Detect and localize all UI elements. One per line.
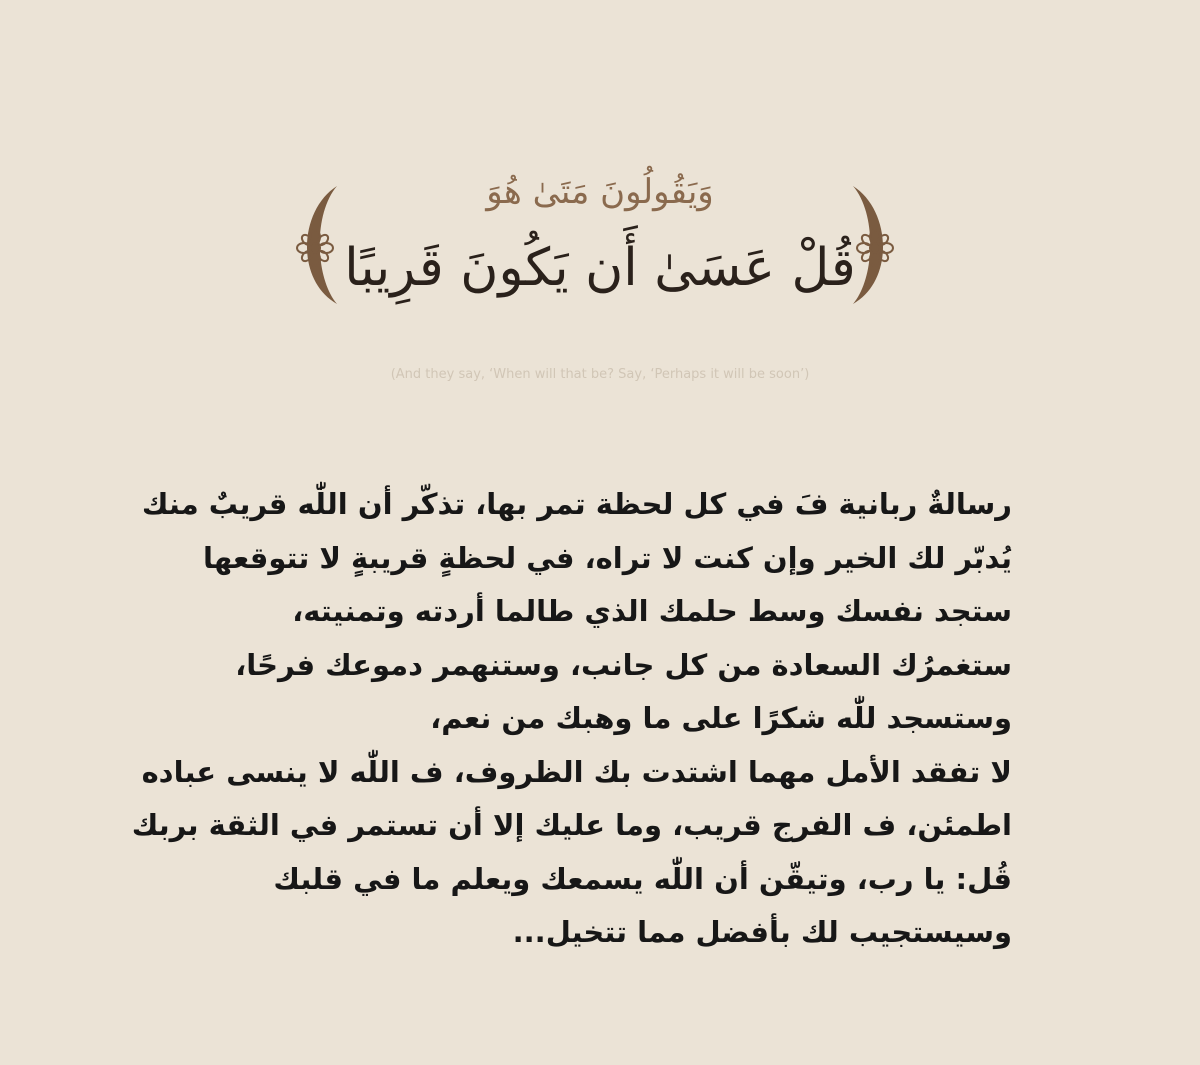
message-line: يُدبّر لك الخير وإن كنت لا تراه، في لحظةٍ قريبةٍ لا تتوقعها: [202, 540, 1012, 575]
message-line: رسالةٌ ربانية فَ في كل لحظة تمر بها، تذكّر أن اللّٰه قريبٌ منك: [141, 487, 1012, 521]
message-line: وستسجد للّٰه شكرًا على ما وهبك من نعم،: [430, 701, 1012, 735]
message-line: لا تفقد الأمل مهما اشتدت بك الظروف، ف اللّٰه لا ينسى عباده: [141, 754, 1012, 789]
verse-line-2: قُلْ عَسَىٰ أَن يَكُونَ قَرِيبًا: [344, 238, 856, 298]
message-line: ستغمرُك السعادة من كل جانب، وستنهمر دموعك فرحًا،: [235, 647, 1012, 682]
verse-translation: (And they say, ‘When will that be? Say, ‘Perhaps it will be soon’): [390, 367, 810, 382]
message-body: [131, 478, 1012, 960]
verse-line-1: وَيَقُولُونَ مَتَىٰ هُوَ: [486, 172, 714, 212]
message-line: قُل: يا رب، وتيقّن أن اللّٰه يسمعك ويعلم ما في قلبك: [273, 861, 1012, 896]
message-line: ستجد نفسك وسط حلمك الذي طالما أردته وتمنيته،: [292, 594, 1012, 628]
message-line: وسيستجيب لك بأفضل مما تتخيل...: [512, 915, 1012, 949]
verse-header: [0, 160, 1200, 330]
message-line: اطمئن، ف الفرج قريب، وما عليك إلا أن تستمر في الثقة بربك: [131, 808, 1012, 842]
